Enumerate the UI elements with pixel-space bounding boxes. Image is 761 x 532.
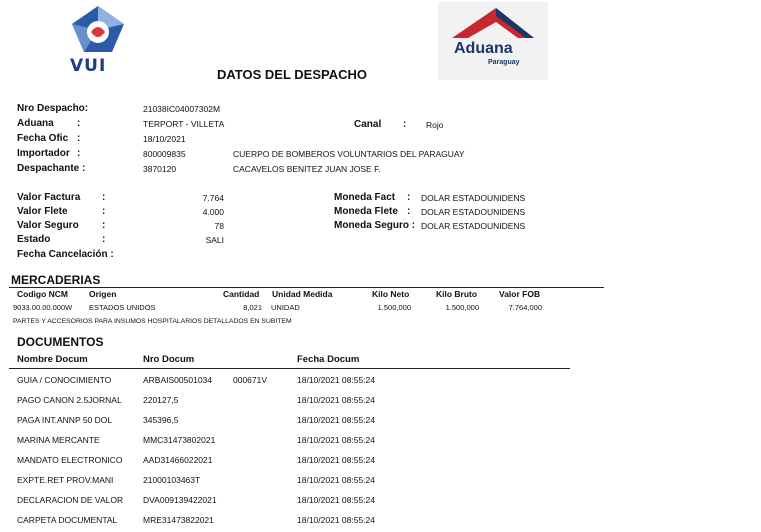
aduana-value: TERPORT - VILLETA [143,119,225,129]
mercaderia-codigo: 9033.00.00.000W [13,303,73,312]
valor-factura-colon: : [102,192,106,203]
valor-flete-colon: : [102,206,106,217]
documento-fecha: 18/10/2021 08:55:24 [297,455,375,465]
documento-nombre: EXPTE.RET PROV.MANI [17,475,114,485]
importador-label: Importador [17,148,70,159]
despachante-name: CACAVELOS BENITEZ JUAN JOSE F. [233,164,381,174]
codigo-ncm-header: Codigo NCM [17,289,68,299]
documento-nro: DVA009139422021 [143,495,217,505]
valor-factura-label: Valor Factura [17,192,81,203]
valor-flete-label: Valor Flete [17,206,68,217]
mercaderia-valor-fob: 7.764,000 [508,303,542,312]
paraguay-logo-text: Paraguay [488,59,520,66]
importador-name: CUERPO DE BOMBEROS VOLUNTARIOS DEL PARAGUAY [233,149,465,159]
mercaderia-cantidad: 8,021 [243,303,262,312]
valor-seguro-value: 78 [214,221,224,231]
roof-icon [438,2,548,42]
canal-label: Canal [354,119,382,130]
documento-nro: MMC31473802021 [143,435,216,445]
page-title: DATOS DEL DESPACHO [217,67,368,82]
aduana-colon: : [77,118,81,129]
vui-emblem-icon [62,2,134,58]
fecha-ofic-value: 18/10/2021 [143,134,186,144]
despachante-label: Despachante : [17,163,86,174]
origen-header: Origen [89,289,117,299]
nombre-docum-header: Nombre Docum [17,354,88,365]
cantidad-header: Cantidad [223,289,260,299]
documento-fecha: 18/10/2021 08:55:24 [297,395,375,405]
estado-colon: : [102,234,106,245]
nro-despacho-label: Nro Despacho: [17,103,89,114]
mercaderia-unidad: UNIDAD [271,303,300,312]
valor-seguro-label: Valor Seguro [17,220,79,231]
documento-nro: ARBAIS00501034 [143,375,212,385]
moneda-seguro-value: DOLAR ESTADOUNIDENS [421,221,526,231]
documento-nombre: MARINA MERCANTE [17,435,100,445]
mercaderia-origen: ESTADOS UNIDOS [89,303,156,312]
documento-fecha: 18/10/2021 08:55:24 [297,495,375,505]
vui-logo [62,2,134,77]
documento-nro: 21000103463T [143,475,201,485]
moneda-fact-label: Moneda Fact [334,192,396,203]
documento-nro: 345396,5 [143,415,179,425]
importador-code: 800009835 [143,149,186,159]
aduana-label: Aduana [17,118,54,129]
estado-label: Estado [17,234,51,245]
documento-nombre: GUIA / CONOCIMIENTO [17,375,112,385]
canal-colon: : [403,119,407,130]
documento-fecha: 18/10/2021 08:55:24 [297,415,375,425]
kilo-bruto-header: Kilo Bruto [436,289,478,299]
despachante-code: 3870120 [143,164,177,174]
canal-value: Rojo [426,120,444,130]
moneda-flete-colon: : [407,206,411,217]
documento-fecha: 18/10/2021 08:55:24 [297,375,375,385]
documento-fecha: 18/10/2021 08:55:24 [297,515,375,525]
valor-fob-header: Valor FOB [499,289,541,299]
documento-nombre: PAGA INT.ANNP 50 DOL [17,415,113,425]
kilo-neto-header: Kilo Neto [372,289,410,299]
vui-logo-text: VUI [70,56,107,76]
mercaderia-kilo-neto: 1.500,000 [377,303,411,312]
valor-seguro-colon: : [102,220,106,231]
unidad-medida-header: Unidad Medida [272,289,333,299]
valor-factura-value: 7.764 [202,193,224,203]
fecha-docum-header: Fecha Docum [297,354,360,365]
fecha-ofic-colon: : [77,133,81,144]
documento-nro: MRE31473822021 [143,515,214,525]
documento-nro: 220127,5 [143,395,179,405]
moneda-flete-label: Moneda Flete [334,206,398,217]
estado-value: SALI [205,235,224,245]
nro-docum-header: Nro Docum [143,354,195,365]
documentos-rule [9,368,570,369]
documento-fecha: 18/10/2021 08:55:24 [297,475,375,485]
documento-nombre: MANDATO ELECTRONICO [17,455,123,465]
fecha-cancelacion-label: Fecha Cancelación : [17,249,114,260]
documentos-title: DOCUMENTOS [17,335,104,349]
documento-nro: AAD31466022021 [143,455,213,465]
moneda-flete-value: DOLAR ESTADOUNIDENS [421,207,526,217]
moneda-fact-value: DOLAR ESTADOUNIDENS [421,193,526,203]
fecha-ofic-label: Fecha Ofic [17,133,69,144]
moneda-seguro-label: Moneda Seguro : [334,220,416,231]
documento-nombre: CARPETA DOCUMENTAL [17,515,118,525]
valor-flete-value: 4.000 [202,207,224,217]
documento-nombre: DECLARACION DE VALOR [17,495,124,505]
moneda-fact-colon: : [407,192,411,203]
mercaderia-descripcion: PARTES Y ACCESORIOS PARA INSUMOS HOSPITALARIOS DETALLADOS EN SUBITEM [13,318,292,325]
documento-fecha: 18/10/2021 08:55:24 [297,435,375,445]
mercaderias-title: MERCADERIAS [11,273,101,287]
documento-nombre: PAGO CANON 2.5JORNAL [17,395,122,405]
importador-colon: : [77,148,81,159]
documento-extra: 000671V [233,375,268,385]
mercaderias-rule [9,287,604,288]
mercaderia-kilo-bruto: 1.500,000 [445,303,479,312]
aduana-logo [438,2,548,80]
nro-despacho-value: 21038IC04007302M [143,104,221,114]
aduana-logo-text: Aduana [454,40,513,57]
